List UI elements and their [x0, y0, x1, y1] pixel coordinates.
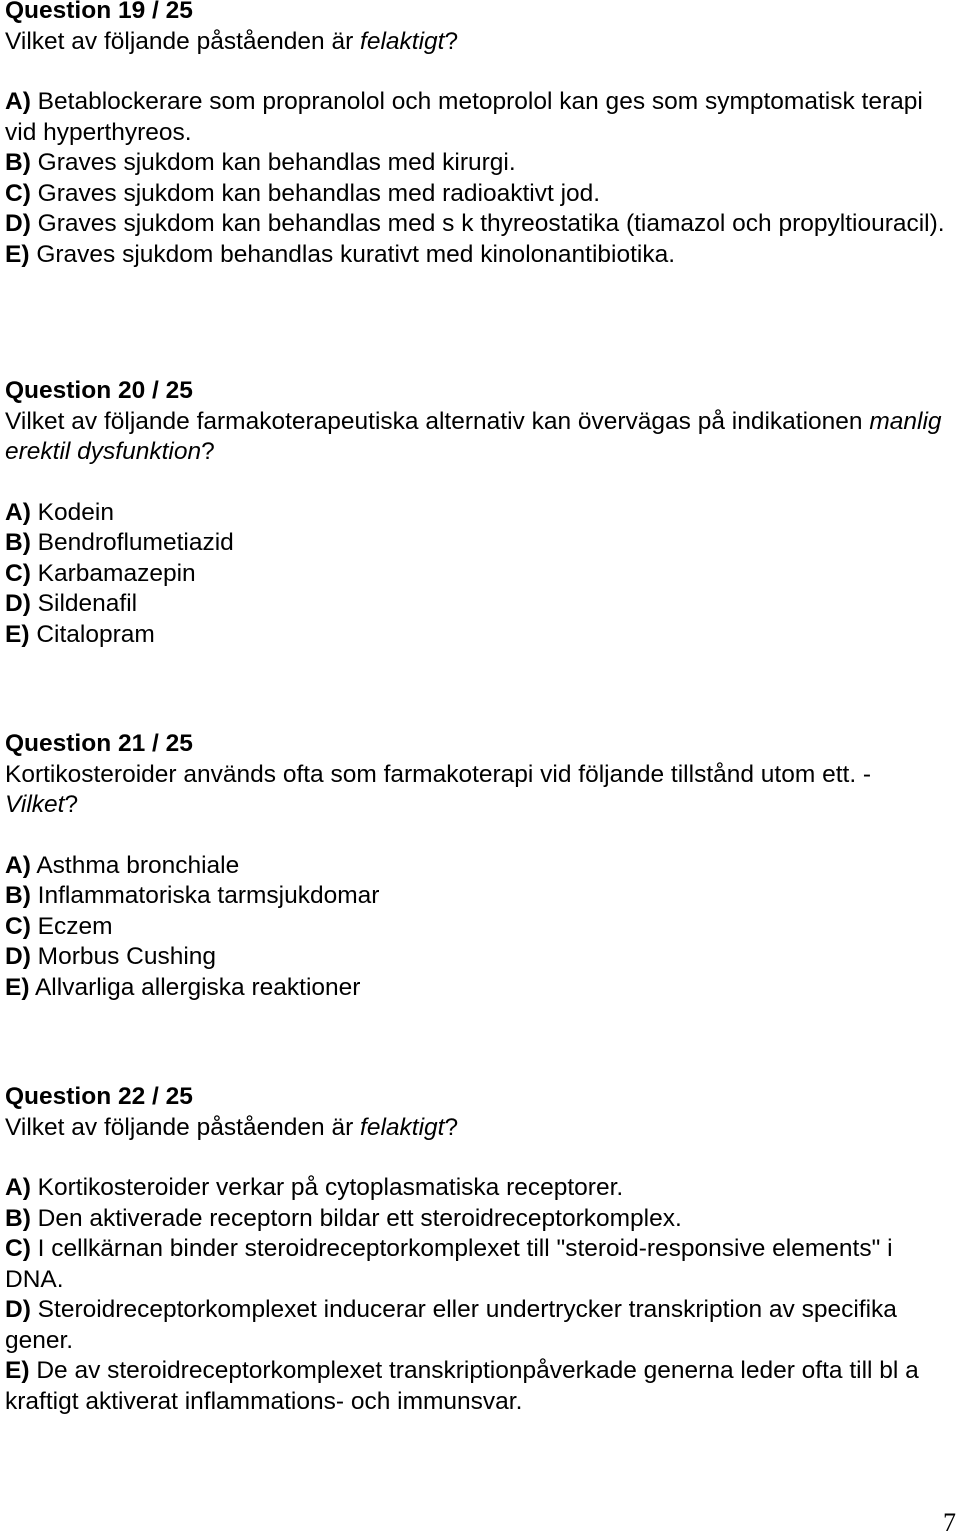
option-text: Morbus Cushing — [37, 943, 217, 970]
option-text: Eczem — [37, 912, 113, 940]
option-letter: B) — [5, 149, 31, 176]
option-letter: C) — [5, 912, 31, 940]
option-c — [5, 179, 950, 210]
option-letter: E) — [5, 973, 30, 1001]
option-text: Citalopram — [36, 620, 155, 648]
option-text: Den aktiverade receptorn bildar ett steroidreceptorkomplex. — [37, 1204, 682, 1232]
answer-options — [5, 498, 950, 651]
page-number: 7 — [943, 1508, 956, 1537]
option-letter: A) — [5, 498, 31, 526]
option-a — [5, 87, 950, 148]
option-c — [5, 1234, 950, 1295]
option-letter: E) — [5, 620, 30, 648]
question-text — [5, 760, 950, 821]
question-text — [5, 27, 950, 58]
option-a — [5, 1173, 950, 1204]
question-text-part: ? — [64, 791, 79, 818]
option-letter: D) — [5, 210, 31, 237]
option-letter: A) — [5, 851, 31, 879]
option-e — [5, 973, 950, 1004]
question-title: Question 21 / 25 — [5, 730, 193, 757]
question-text-emphasis: felaktigt — [360, 1113, 445, 1141]
option-text: Inflammatoriska tarmsjukdomar — [37, 882, 380, 909]
option-letter: C) — [5, 1235, 31, 1262]
question-text-emphasis: felaktigt — [360, 27, 445, 55]
option-text: Sildenafil — [37, 590, 138, 617]
question-text-part: ? — [444, 27, 459, 55]
option-d — [5, 1295, 950, 1356]
question-text-emphasis: Vilket — [5, 791, 65, 818]
question-22 — [5, 1082, 950, 1417]
option-text: Bendroflumetiazid — [37, 529, 234, 556]
answer-options — [5, 851, 950, 1004]
question-20 — [5, 376, 950, 650]
option-letter: D) — [5, 590, 31, 617]
option-letter: E) — [5, 240, 30, 268]
option-letter: D) — [5, 1296, 31, 1323]
option-letter: C) — [5, 559, 31, 587]
question-text-part: Vilket av följande påståenden är — [5, 1113, 361, 1141]
option-c — [5, 912, 950, 943]
option-b — [5, 528, 950, 559]
option-text: Steroidreceptorkomplexet inducerar eller undertrycker transkription av specifika gener. — [5, 1296, 897, 1354]
option-text: Allvarliga allergiska reaktioner — [34, 973, 361, 1001]
question-19 — [5, 0, 950, 270]
option-c — [5, 559, 950, 590]
option-text: Graves sjukdom behandlas kurativt med kinolonantibiotika. — [36, 240, 676, 268]
option-text: Kodein — [37, 498, 114, 526]
question-text-part: ? — [201, 438, 215, 465]
question-title: Question 20 / 25 — [5, 377, 193, 404]
option-text: De av steroidreceptorkomplexet transkriptionpåverkade generna leder ofta till bl a kraftigt aktiverat inflammations- och immunsvar. — [5, 1357, 919, 1415]
option-text: Betablockerare som propranolol och metoprolol kan ges som symptomatisk terapi vid hyperthyreos. — [5, 88, 923, 146]
question-text-emphasis: manlig erektil dysfunktion — [5, 407, 942, 465]
option-letter: B) — [5, 1204, 31, 1232]
option-a — [5, 498, 950, 529]
option-b — [5, 1204, 950, 1235]
question-text — [5, 407, 950, 468]
option-d — [5, 209, 950, 240]
option-letter: B) — [5, 882, 31, 909]
option-e — [5, 620, 950, 651]
option-letter: A) — [5, 1174, 31, 1201]
question-text-part: Vilket av följande farmakoterapeutiska alternativ kan övervägas på indikationen — [5, 407, 870, 435]
option-letter: A) — [5, 88, 31, 115]
option-text: I cellkärnan binder steroidreceptorkomplexet till "steroid-responsive elements" i DNA. — [5, 1235, 893, 1293]
question-text — [5, 1113, 950, 1144]
question-21 — [5, 729, 950, 1003]
question-title: Question 19 / 25 — [5, 0, 193, 24]
option-d — [5, 942, 950, 973]
option-text: Graves sjukdom kan behandlas med radioaktivt jod. — [37, 179, 601, 207]
option-b — [5, 148, 950, 179]
option-e — [5, 240, 950, 271]
question-text-part: ? — [444, 1113, 459, 1141]
option-letter: B) — [5, 529, 31, 556]
option-text: Graves sjukdom kan behandlas med kirurgi. — [37, 149, 516, 176]
option-e — [5, 1356, 950, 1417]
option-d — [5, 589, 950, 620]
option-text: Graves sjukdom kan behandlas med s k thyreostatika (tiamazol och propyltiouracil). — [37, 210, 945, 237]
option-text: Kortikosteroider verkar på cytoplasmatiska receptorer. — [37, 1174, 624, 1201]
question-title: Question 22 / 25 — [5, 1083, 193, 1110]
option-letter: C) — [5, 179, 31, 207]
question-text-part: Kortikosteroider används ofta som farmakoterapi vid följande tillstånd utom ett. - — [5, 760, 872, 788]
option-letter: E) — [5, 1357, 30, 1384]
option-a — [5, 851, 950, 882]
answer-options — [5, 1173, 950, 1417]
question-text-part: Vilket av följande påståenden är — [5, 27, 361, 55]
option-text: Karbamazepin — [37, 559, 196, 587]
option-text: Asthma bronchiale — [36, 851, 240, 879]
option-letter: D) — [5, 943, 31, 970]
answer-options — [5, 87, 950, 270]
option-b — [5, 881, 950, 912]
